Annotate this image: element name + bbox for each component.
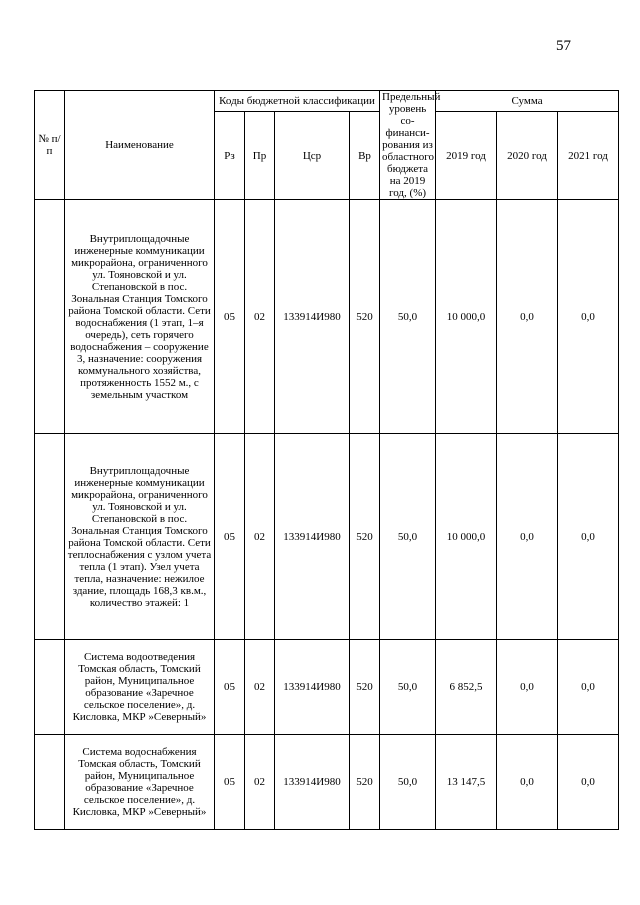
table-row (35, 735, 619, 830)
row-vr: 520 (350, 640, 380, 735)
header-name: Наименование (65, 91, 215, 200)
row-pr: 02 (245, 640, 275, 735)
row-name: Система водоотведения Томская область, Томский район, Муниципальное образование «Заречное сельское поселение», д. Кисловка, МКР »Северный» (65, 640, 215, 735)
row-name: Внутриплощадочные инженерные коммуникации микрорайона, ограниченного ул. Тояновской и ул. Степановской в пос. Зональная Станция Томского района Томской области. Сети теплоснабжения с узлом учета тепла (1 этап). Узел учета тепла, назначение: нежилое здание, площадь 168,3 кв.м., количество этажей: 1 (65, 434, 215, 640)
row-num (35, 434, 65, 640)
header-2019: 2019 год (436, 112, 497, 200)
table-row (35, 200, 619, 434)
header-2020: 2020 год (497, 112, 558, 200)
row-num (35, 735, 65, 830)
row-vr: 520 (350, 434, 380, 640)
row-rz: 05 (215, 200, 245, 434)
row-pr: 02 (245, 200, 275, 434)
row-2020: 0,0 (497, 434, 558, 640)
row-num (35, 200, 65, 434)
row-pr: 02 (245, 434, 275, 640)
row-cofinancing: 50,0 (380, 200, 436, 434)
header-vr: Вр (350, 112, 380, 200)
row-csr: 133914И980 (275, 640, 350, 735)
row-2020: 0,0 (497, 735, 558, 830)
budget-table (34, 90, 619, 830)
row-rz: 05 (215, 735, 245, 830)
table-row (35, 434, 619, 640)
row-rz: 05 (215, 434, 245, 640)
row-2021: 0,0 (558, 735, 619, 830)
row-cofinancing: 50,0 (380, 434, 436, 640)
header-codes: Коды бюджетной классификации (215, 91, 380, 112)
header-rz: Рз (215, 112, 245, 200)
row-csr: 133914И980 (275, 735, 350, 830)
row-name: Внутриплощадочные инженерные коммуникации микрорайона, ограниченного ул. Тояновской и ул. Степановской в пос. Зональная Станция Томского района Томской области. Сети водоснабжения (1 этап, 1–я очередь), сеть горячего водоснабжения – сооружение 3, назначение: сооружения коммунального хозяйства, протяженность 1552 м., с земельным участком (65, 200, 215, 434)
row-2019: 10 000,0 (436, 200, 497, 434)
row-2019: 10 000,0 (436, 434, 497, 640)
header-num: № п/п (35, 91, 65, 200)
row-vr: 520 (350, 735, 380, 830)
header-cofinancing: Предельный уровень со-финанси-рования из областного бюджета на 2019 год, (%) (380, 91, 436, 200)
row-2021: 0,0 (558, 640, 619, 735)
header-2021: 2021 год (558, 112, 619, 200)
row-cofinancing: 50,0 (380, 735, 436, 830)
row-2020: 0,0 (497, 200, 558, 434)
row-csr: 133914И980 (275, 200, 350, 434)
header-csr: Цср (275, 112, 350, 200)
row-num (35, 640, 65, 735)
row-2020: 0,0 (497, 640, 558, 735)
header-pr: Пр (245, 112, 275, 200)
page-number: 57 (556, 38, 571, 54)
row-2021: 0,0 (558, 434, 619, 640)
row-cofinancing: 50,0 (380, 640, 436, 735)
row-2021: 0,0 (558, 200, 619, 434)
table-row (35, 640, 619, 735)
row-2019: 13 147,5 (436, 735, 497, 830)
row-pr: 02 (245, 735, 275, 830)
row-csr: 133914И980 (275, 434, 350, 640)
row-vr: 520 (350, 200, 380, 434)
header-sum: Сумма (436, 91, 619, 112)
row-2019: 6 852,5 (436, 640, 497, 735)
row-rz: 05 (215, 640, 245, 735)
row-name: Система водоснабжения Томская область, Томский район, Муниципальное образование «Заречное сельское поселение», д. Кисловка, МКР »Северный» (65, 735, 215, 830)
